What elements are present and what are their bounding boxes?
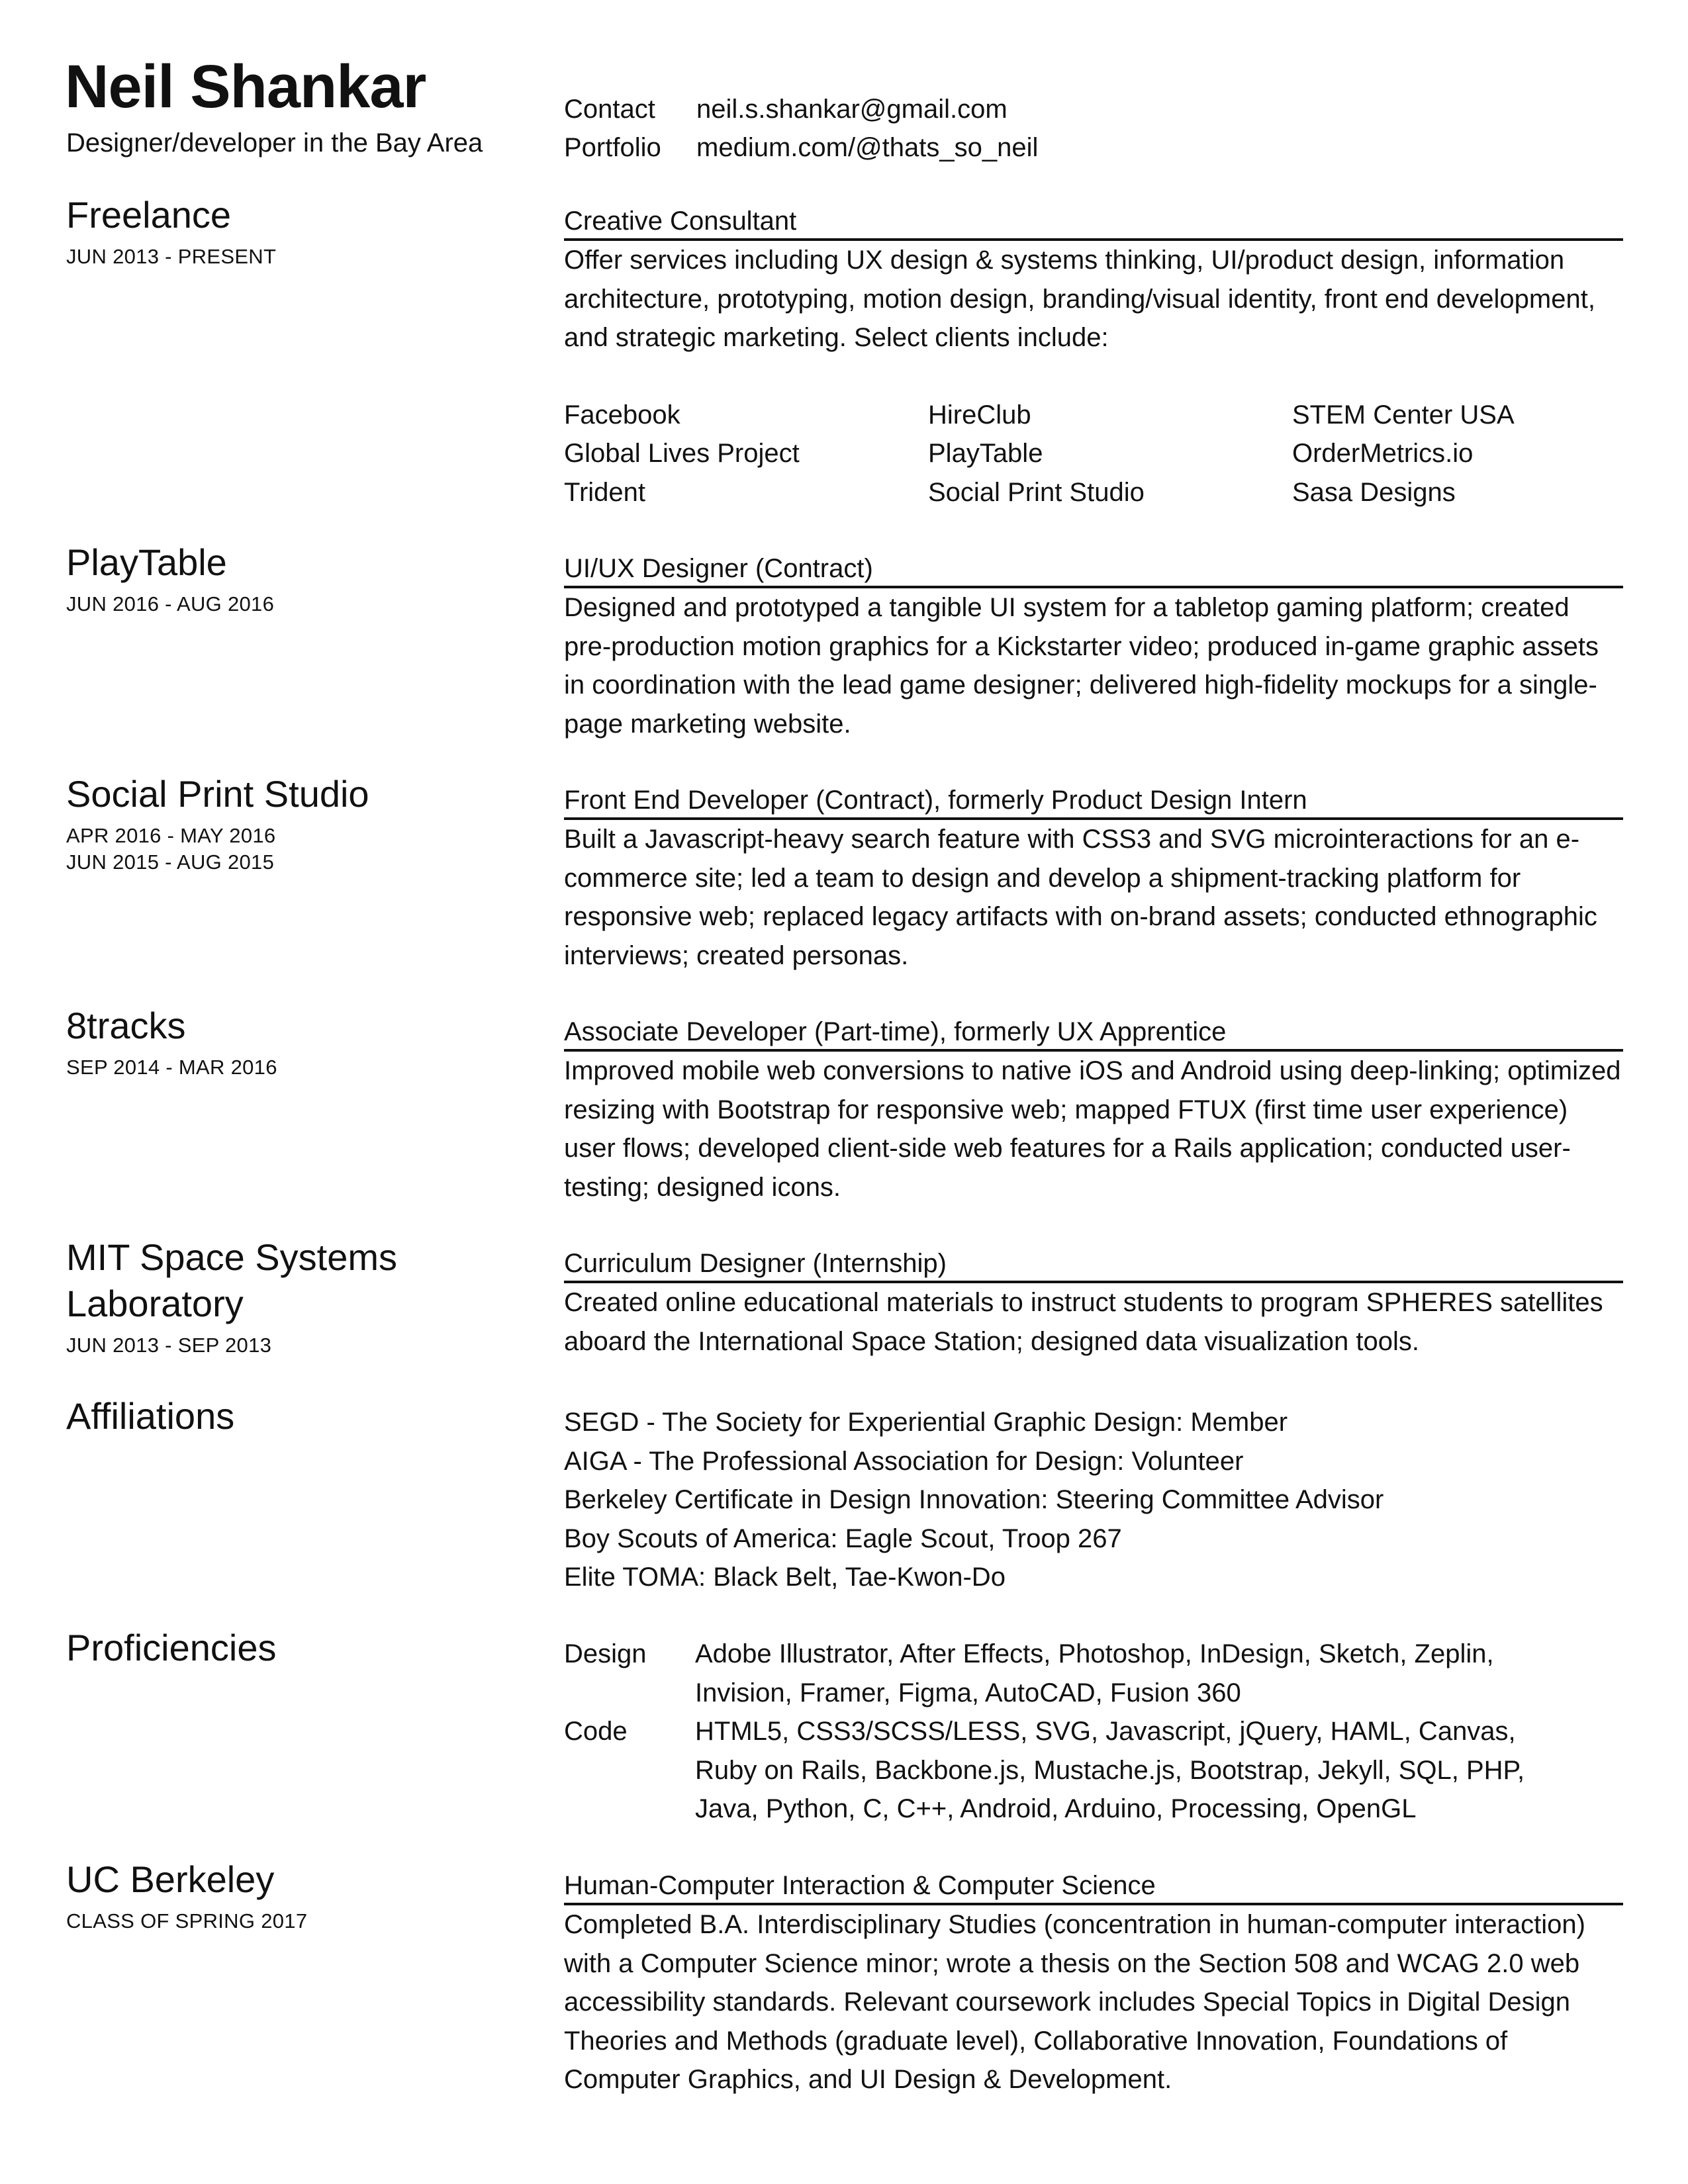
- dates: [66, 823, 490, 876]
- description: Built a Javascript-heavy search feature with CSS3 and SVG microinteractions for an e-commerce site; led a team to design and develop a shipment-tracking platform for responsive web; replaced legacy artifacts with on-brand assets; conducted ethnographic interviews; created personas.: [564, 825, 1597, 970]
- description: Created online educational materials to instruct students to program SPHERES satellites aboard the International Space Station; designed data visualization tools.: [564, 1288, 1603, 1356]
- eighttracks-left: [66, 1003, 490, 1081]
- skill-line: Ruby on Rails, Backbone.js, Mustache.js, Bootstrap, Jekyll, SQL, PHP,: [695, 1755, 1525, 1785]
- role-title: Curriculum Designer (Internship): [564, 1246, 1623, 1283]
- client-item: Facebook: [564, 400, 680, 430]
- affiliation-item: AIGA - The Professional Association for Design: Volunteer: [564, 1446, 1244, 1476]
- dates: JUN 2016 - AUG 2016: [66, 592, 275, 615]
- skill-list: [695, 1712, 1623, 1829]
- role-title: Front End Developer (Contract), formerly Product Design Intern: [564, 783, 1623, 820]
- company-name: UC Berkeley: [66, 1858, 275, 1900]
- description: Completed B.A. Interdisciplinary Studies (concentration in human-computer interaction) with a Computer Science minor; wrote a thesis on the Section 508 and WCAG 2.0 web accessibility standards. Relevant coursework includes Special Topics in Digital Design Theories and Methods (graduate level), Collaborative Innovation, Foundations of Computer Graphics, and UI Design & Development.: [564, 1910, 1585, 2094]
- client-item: Global Lives Project: [564, 439, 800, 468]
- client-item: Sasa Designs: [1292, 477, 1456, 507]
- eighttracks-right: [564, 1015, 1623, 1206]
- company-name: Social Print Studio: [66, 773, 369, 815]
- company-name-line: MIT Space Systems: [66, 1236, 398, 1278]
- client-item: Social Print Studio: [928, 477, 1145, 507]
- role-title: Human-Computer Interaction & Computer Science: [564, 1868, 1623, 1905]
- mit-left: [66, 1234, 490, 1359]
- role-title: Associate Developer (Part-time), formerly UX Apprentice: [564, 1015, 1623, 1052]
- skill-list: [695, 1635, 1623, 1712]
- skill-line: Java, Python, C, C++, Android, Arduino, Processing, OpenGL: [695, 1794, 1417, 1823]
- company-name: PlayTable: [66, 541, 227, 583]
- client-item: OrderMetrics.io: [1292, 439, 1474, 468]
- dates: CLASS OF SPRING 2017: [66, 1909, 308, 1933]
- description: Offer services including UX design & systems thinking, UI/product design, information architecture, prototyping, motion design, branding/visual identity, front end development, and strategic marketing. Select clients include:: [564, 246, 1595, 352]
- playtable-left: [66, 539, 490, 617]
- design-skills-row: [564, 1635, 1623, 1712]
- client-item: PlayTable: [928, 439, 1043, 468]
- skill-line: HTML5, CSS3/SCSS/LESS, SVG, Javascript, jQuery, HAML, Canvas,: [695, 1717, 1516, 1746]
- contact-block: [564, 90, 1038, 167]
- berkeley-left: [66, 1856, 490, 1934]
- affiliation-item: Boy Scouts of America: Eagle Scout, Troop 267: [564, 1524, 1122, 1553]
- proficiencies-list: [564, 1635, 1623, 1829]
- client-list: [564, 396, 1623, 512]
- proficiencies-left: [66, 1625, 490, 1671]
- freelance-right: [564, 204, 1623, 512]
- skill-category-label: Code: [564, 1717, 628, 1746]
- affiliation-item: Berkeley Certificate in Design Innovation: Steering Committee Advisor: [564, 1485, 1384, 1514]
- role-title: Creative Consultant: [564, 204, 1623, 241]
- section-heading: Proficiencies: [66, 1627, 277, 1668]
- email-link[interactable]: neil.s.shankar@gmail.com: [696, 95, 1008, 124]
- tagline: Designer/developer in the Bay Area: [66, 128, 483, 158]
- affiliation-item: SEGD - The Society for Experiential Graphic Design: Member: [564, 1408, 1288, 1437]
- portfolio-row: [564, 128, 1038, 167]
- code-skills-row: [564, 1712, 1623, 1829]
- date-range: APR 2016 - MAY 2016: [66, 824, 276, 847]
- client-item: Trident: [564, 477, 646, 507]
- skill-category-label: Design: [564, 1639, 647, 1668]
- description: Improved mobile web conversions to native iOS and Android using deep-linking; optimized resizing with Bootstrap for responsive web; mapped FTUX (first time user experience) user flows; developed client-side web features for a Rails application; conducted user-testing; designed icons.: [564, 1056, 1621, 1202]
- affiliations-list: [564, 1403, 1623, 1597]
- date-range: JUN 2015 - AUG 2015: [66, 850, 275, 874]
- portfolio-label: Portfolio: [564, 133, 661, 162]
- berkeley-right: [564, 1868, 1623, 2099]
- company-name: [66, 1234, 490, 1327]
- company-name: 8tracks: [66, 1005, 186, 1046]
- contact-row: [564, 90, 1038, 128]
- dates: JUN 2013 - PRESENT: [66, 245, 277, 268]
- client-item: HireClub: [928, 400, 1031, 430]
- client-item: STEM Center USA: [1292, 400, 1515, 430]
- affiliations-left: [66, 1393, 490, 1439]
- playtable-right: [564, 551, 1623, 743]
- affiliation-item: Elite TOMA: Black Belt, Tae-Kwon-Do: [564, 1563, 1006, 1592]
- resume-name: Neil Shankar: [65, 53, 426, 120]
- mit-right: [564, 1246, 1623, 1361]
- freelance-left: [66, 192, 490, 270]
- portfolio-link[interactable]: medium.com/@thats_so_neil: [696, 133, 1039, 162]
- social-print-right: [564, 783, 1623, 975]
- section-heading: Affiliations: [66, 1395, 235, 1437]
- skill-line: Invision, Framer, Figma, AutoCAD, Fusion 360: [695, 1678, 1241, 1707]
- role-title: UI/UX Designer (Contract): [564, 551, 1623, 588]
- company-name: Freelance: [66, 194, 232, 236]
- company-name-line: Laboratory: [66, 1283, 244, 1324]
- description: Designed and prototyped a tangible UI system for a tabletop gaming platform; created pre-production motion graphics for a Kickstarter video; produced in-game graphic assets in coordination with the lead game designer; delivered high-fidelity mockups for a single-page marketing website.: [564, 593, 1599, 739]
- dates: JUN 2013 - SEP 2013: [66, 1334, 272, 1357]
- dates: SEP 2014 - MAR 2016: [66, 1056, 277, 1079]
- contact-label: Contact: [564, 95, 655, 124]
- social-print-left: [66, 771, 490, 876]
- skill-line: Adobe Illustrator, After Effects, Photoshop, InDesign, Sketch, Zeplin,: [695, 1639, 1494, 1668]
